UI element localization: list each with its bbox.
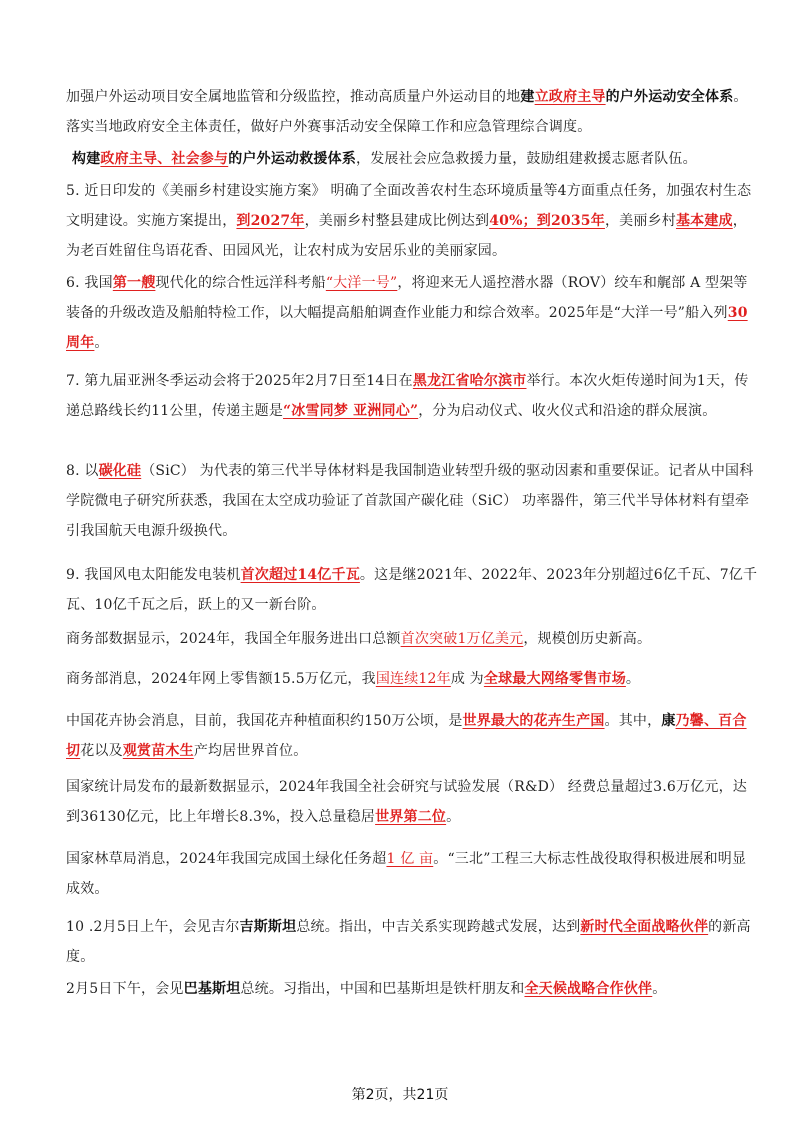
paragraph-pakistan <box>66 974 758 1004</box>
text: 商务部数据显示，2024年，我国全年服务进出口总额 <box>66 631 401 647</box>
text: ，美丽乡村整县建成比例达到 <box>304 213 490 229</box>
text-bold: 的户外运动安全体系 <box>605 89 734 105</box>
highlight: 全球最大网络零售市场 <box>483 671 626 687</box>
highlight: 政府主导、社会参与 <box>100 151 229 167</box>
paragraph-item-7 <box>66 366 758 426</box>
paragraph-outdoor-safety <box>66 82 758 142</box>
text: 国家统计局发布的最新数据显示，2024年我国全社会研究与试验发展（R&D） 经费总量超过3.6万亿元，达到36130亿元，比上年增长8.3%，投入总量稳居 <box>66 779 747 825</box>
text: ，将迎来无人遥控潜水器（ROV）绞车和艉部 A 型架等装备的升级改造及船舶特检工作，以大幅提高船舶调查作业能力和综合效率。2025年是“大洋一号”船入列 <box>66 275 748 321</box>
paragraph-greening <box>66 844 758 904</box>
highlight: 到2035年 <box>536 213 605 229</box>
highlight: ； <box>522 213 537 229</box>
text: 中国花卉协会消息，目前，我国花卉种植面积约150万公顷，是 <box>66 713 463 729</box>
text: 。这是继2021年、2022年、2023年分别超过6亿千瓦、7亿千瓦、10亿千瓦之后，跃上的又一新台阶。 <box>66 567 758 613</box>
highlight: 黑龙江省哈尔滨市 <box>412 373 527 389</box>
highlight: 新时代全面战略伙伴 <box>580 919 709 935</box>
highlight: 世界第二位 <box>375 809 447 825</box>
text: 9. 我国风电太阳能发电装机 <box>66 567 241 583</box>
text: 总统。指出，中吉关系实现跨越式发展，达到 <box>296 919 581 935</box>
text: ，美丽乡村 <box>604 213 676 229</box>
highlight: 世界最大的花卉生产国 <box>462 713 605 729</box>
paragraph-services-trade <box>66 624 758 654</box>
text-bold: 康 <box>661 713 676 729</box>
text: 。 <box>94 335 109 351</box>
highlight: 立政府主导 <box>534 89 606 105</box>
text: ，为老百姓留住鸟语花香、田园风光，让农村成为安居乐业的美丽家园。 <box>66 213 747 259</box>
highlight: 国连续12年 <box>375 671 451 687</box>
text: 总统。习指出，中国和巴基斯坦是铁杆朋友和 <box>240 981 525 997</box>
highlight: 观赏苗木生 <box>122 743 194 759</box>
paragraph-item-10 <box>66 912 758 972</box>
paragraph-outdoor-rescue <box>72 144 764 174</box>
text: 加强户外运动项目安全属地监管和分级监控，推动高质量户外运动目的地 <box>66 89 521 105</box>
paragraph-item-9 <box>66 560 758 620</box>
text: 10 .2月5日上午，会见吉尔 <box>66 919 240 935</box>
text: 举行。本次火炬传递时间为1天，传递总路线长约11公里，传递主题是 <box>66 373 749 419</box>
highlight: 全天候战略合作伙伴 <box>524 981 653 997</box>
page-number-footer: 第2页，共21页 <box>351 1087 449 1103</box>
text: 成 为 <box>450 671 484 687</box>
highlight: 30周年 <box>66 305 748 351</box>
text: 5. 近日印发的《美丽乡村建设实施方案》 明确了全面改善农村生态环境质量等4方面重点任务，加强农村生态文明建设。实施方案提出， <box>66 183 752 229</box>
text-bold: 构建 <box>72 151 101 167</box>
highlight: 首次突破1万亿美元 <box>400 631 524 647</box>
text: 。其中， <box>604 713 662 729</box>
paragraph-flowers <box>66 706 758 766</box>
paragraph-item-6 <box>66 268 758 358</box>
text-bold: 的户外运动救援体系 <box>228 151 357 167</box>
paragraph-online-retail <box>66 664 758 694</box>
text: 国家林草局消息，2024年我国完成国土绿化任务超 <box>66 851 387 867</box>
text: 7. 第九届亚洲冬季运动会将于2025年2月7日至14日在 <box>66 373 413 389</box>
text-bold: 巴基斯坦 <box>183 981 241 997</box>
highlight: 第一艘 <box>112 275 156 291</box>
highlight: 1 亿 亩 <box>386 851 434 867</box>
highlight: 基本建成 <box>675 213 733 229</box>
paragraph-rd-spending <box>66 772 758 832</box>
text: 。落实当地政府安全主体责任，做好户外赛事活动安全保障工作和应急管理综合调度。 <box>66 89 748 135</box>
highlight: 40% <box>489 213 523 229</box>
highlight: “冰雪同梦 亚洲同心” <box>283 403 419 419</box>
text: 。 <box>625 671 641 687</box>
text: ，规模创历史新高。 <box>523 631 652 647</box>
paragraph-item-5 <box>66 176 758 266</box>
text: 花以及 <box>80 743 123 759</box>
text: 8. 以 <box>66 463 99 479</box>
text: （SiC） 为代表的第三代半导体材料是我国制造业转型升级的驱动因素和重要保证。记者从中国科学院微电子研究所获悉，我国在太空成功验证了首款国产碳化硅（SiC） 功率器件，第三代半导体材料有望牵引我国航天电源升级换代。 <box>66 463 754 539</box>
text: 。“三北”工程三大标志性战役取得积极进展和明显成效。 <box>66 851 747 897</box>
text: 产均居世界首位。 <box>193 743 308 759</box>
highlight: 首次超过14亿千瓦 <box>240 567 360 583</box>
highlight: 碳化硅 <box>98 463 142 479</box>
text-bold: 吉斯斯坦 <box>239 919 297 935</box>
text: 。 <box>652 981 667 997</box>
highlight: 到2027年 <box>236 213 305 229</box>
highlight: 乃馨、百合切 <box>66 713 747 759</box>
text: 商务部消息，2024年网上零售额15.5万亿元，我 <box>66 671 376 687</box>
text: 现代化的综合性远洋科考船 <box>155 275 326 291</box>
text: 。 <box>446 809 461 825</box>
paragraph-item-8 <box>66 456 758 546</box>
text: ，发展社会应急救援力量，鼓励组建救援志愿者队伍。 <box>356 151 697 167</box>
text: 6. 我国 <box>66 275 113 291</box>
text: 2月5日下午，会见 <box>66 981 184 997</box>
text: 的新高度。 <box>66 919 751 965</box>
text: ，分为启动仪式、收火仪式和沿途的群众展演。 <box>418 403 717 419</box>
text-bold: 建 <box>520 89 535 105</box>
highlight: “大洋一号” <box>325 275 398 291</box>
